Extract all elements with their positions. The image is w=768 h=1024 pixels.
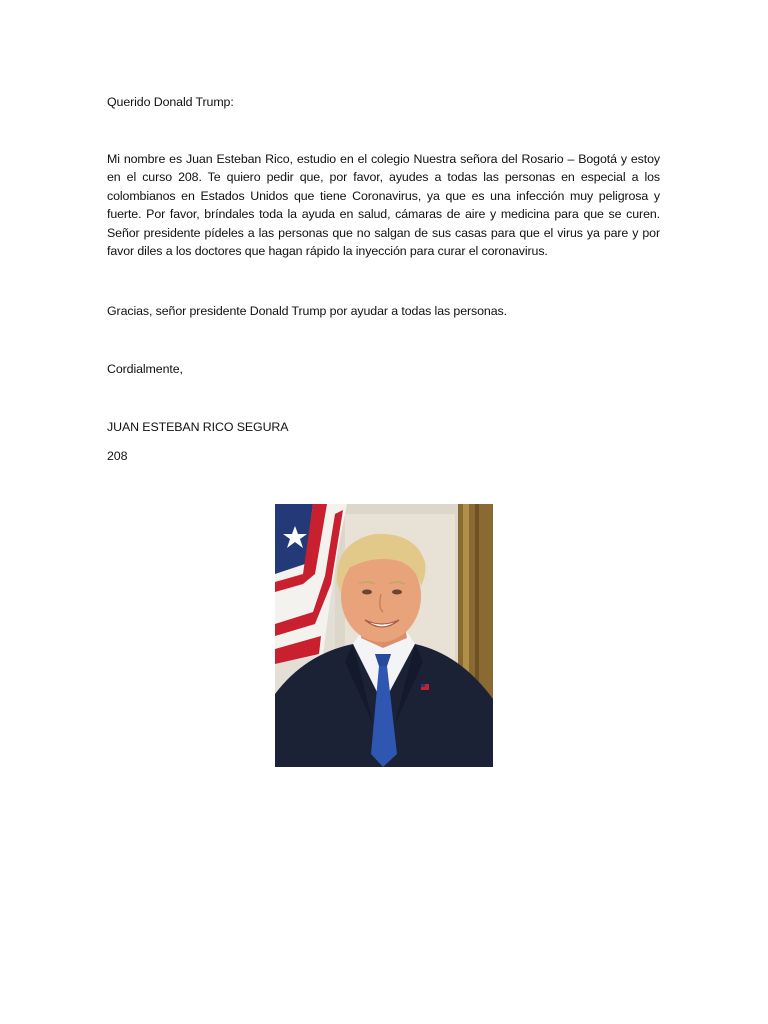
signature-course: 208 xyxy=(107,449,128,463)
letter-closing: Cordialmente, xyxy=(107,362,183,376)
letter-thanks: Gracias, señor presidente Donald Trump por ayudar a todas las personas. xyxy=(107,304,507,318)
signature-name: JUAN ESTEBAN RICO SEGURA xyxy=(107,420,289,434)
letter-greeting: Querido Donald Trump: xyxy=(107,95,234,109)
portrait-photo xyxy=(275,504,493,767)
letter-body: Mi nombre es Juan Esteban Rico, estudio en el colegio Nuestra señora del Rosario – Bogotá y estoy en el curso 208. Te quiero pedir que, por favor, ayudes a todas las personas en especial a los colombianos en Estados Unidos que tiene Coronavirus, ya que es una infección muy peligrosa y fuerte. Por favor, bríndales toda la ayuda en salud, cámaras de aire y medicina para que se curen. Señor presidente pídeles a las personas que no salgan de sus casas para que el virus ya pare y por favor diles a los doctores que hagan rápido la inyección para curar el coronavirus. xyxy=(107,152,660,259)
